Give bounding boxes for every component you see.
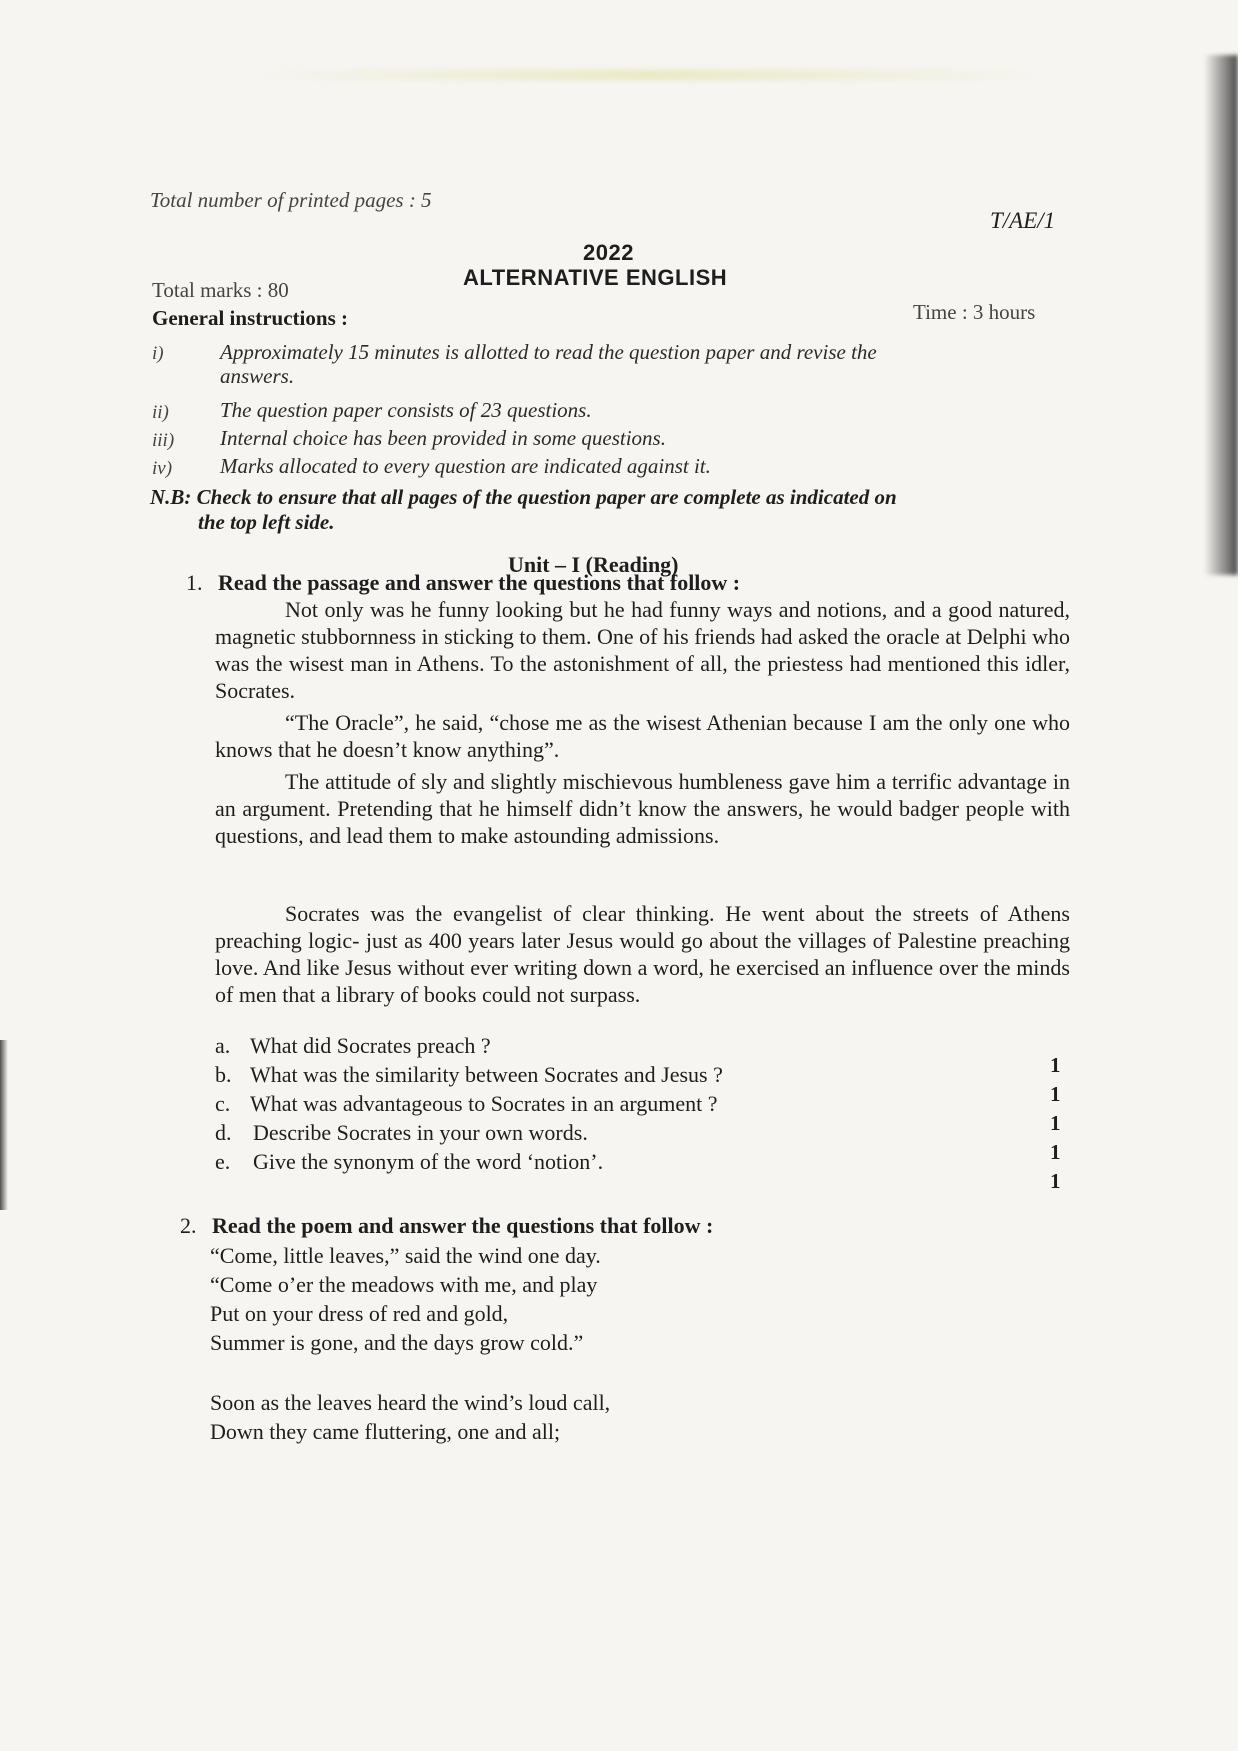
question-mark: 1 (1050, 1140, 1061, 1164)
instruction-text: Approximately 15 minutes is allotted to read the question paper and revise the (220, 340, 877, 364)
question-mark: 1 (1050, 1082, 1061, 1106)
sub-question-text: What was the similarity between Socrates and Jesus ? (250, 1062, 723, 1087)
poem-line: Soon as the leaves heard the wind’s loud call, (210, 1390, 611, 1415)
scan-edge-shadow (1204, 55, 1238, 575)
passage-paragraph: “The Oracle”, he said, “chose me as the wisest Athenian because I am the only one who knows that he doesn’t know anything”. (215, 710, 1070, 762)
question-mark: 1 (1050, 1169, 1061, 1193)
question-heading: Read the passage and answer the questions that follow : (218, 570, 741, 595)
instructions-heading: General instructions : (152, 306, 348, 330)
instruction-number: iv) (152, 458, 173, 479)
question-number: 1. (186, 570, 203, 595)
sub-question-letter: c. (215, 1091, 231, 1116)
sub-question-text: What was advantageous to Socrates in an argument ? (250, 1091, 718, 1116)
instruction-text: The question paper consists of 23 questions. (220, 398, 592, 422)
total-marks: Total marks : 80 (152, 278, 289, 302)
passage-paragraph: The attitude of sly and slightly mischievous humbleness gave him a terrific advantage in an argument. Pretending that he himself didn’t know the answers, he would badger people with questions, and lead them to make astounding admissions. (215, 769, 1070, 848)
printed-pages-label: Total number of printed pages : 5 (150, 188, 432, 212)
scan-edge-shadow-left (0, 1040, 8, 1210)
poem-line: “Come o’er the meadows with me, and play (210, 1272, 598, 1297)
scan-smudge (260, 70, 1040, 80)
question-heading: Read the poem and answer the questions that follow : (212, 1213, 714, 1238)
sub-question-text: Describe Socrates in your own words. (253, 1120, 588, 1145)
sub-question-letter: d. (215, 1120, 232, 1145)
question-mark: 1 (1050, 1053, 1061, 1077)
poem-line: Summer is gone, and the days grow cold.” (210, 1330, 584, 1355)
unit-title: Unit – I (Reading) (508, 552, 679, 577)
instruction-text-cont: answers. (220, 364, 295, 388)
sub-question-text: Give the synonym of the word ‘notion’. (253, 1149, 604, 1174)
nb-note: N.B: Check to ensure that all pages of the question paper are complete as indicated on (150, 485, 897, 509)
question-number: 2. (180, 1213, 197, 1238)
instruction-number: ii) (152, 402, 169, 423)
passage-paragraph: Socrates was the evangelist of clear thinking. He went about the streets of Athens preaching logic- just as 400 years later Jesus would go about the villages of Palestine preaching love. And like Jesus without ever writing down a word, he exercised an influence over the minds of men that a library of books could not surpass. (215, 901, 1070, 1007)
sub-question-letter: a. (215, 1033, 231, 1058)
instruction-text: Internal choice has been provided in some questions. (220, 426, 666, 450)
sub-question-text: What did Socrates preach ? (250, 1033, 491, 1058)
exam-time: Time : 3 hours (913, 300, 1036, 324)
sub-question-letter: e. (215, 1149, 231, 1174)
passage-paragraph: Not only was he funny looking but he had funny ways and notions, and a good natured, magnetic stubbornness in sticking to them. One of his friends had asked the oracle at Delphi who was the wisest man in Athens. To the astonishment of all, the priestess had mentioned this idler, Socrates. (215, 597, 1070, 703)
nb-note-cont: the top left side. (198, 510, 335, 534)
question-mark: 1 (1050, 1111, 1061, 1135)
paper-code: T/AE/1 (990, 208, 1056, 233)
poem-line: Put on your dress of red and gold, (210, 1301, 509, 1326)
instruction-number: iii) (152, 430, 175, 451)
sub-question-letter: b. (215, 1062, 232, 1087)
poem-line: Down they came fluttering, one and all; (210, 1419, 561, 1444)
poem-line: “Come, little leaves,” said the wind one day. (210, 1243, 601, 1268)
exam-year: 2022 (583, 240, 634, 265)
instruction-number: i) (152, 343, 164, 364)
instruction-text: Marks allocated to every question are indicated against it. (220, 454, 711, 478)
subject-title: ALTERNATIVE ENGLISH (463, 265, 728, 290)
